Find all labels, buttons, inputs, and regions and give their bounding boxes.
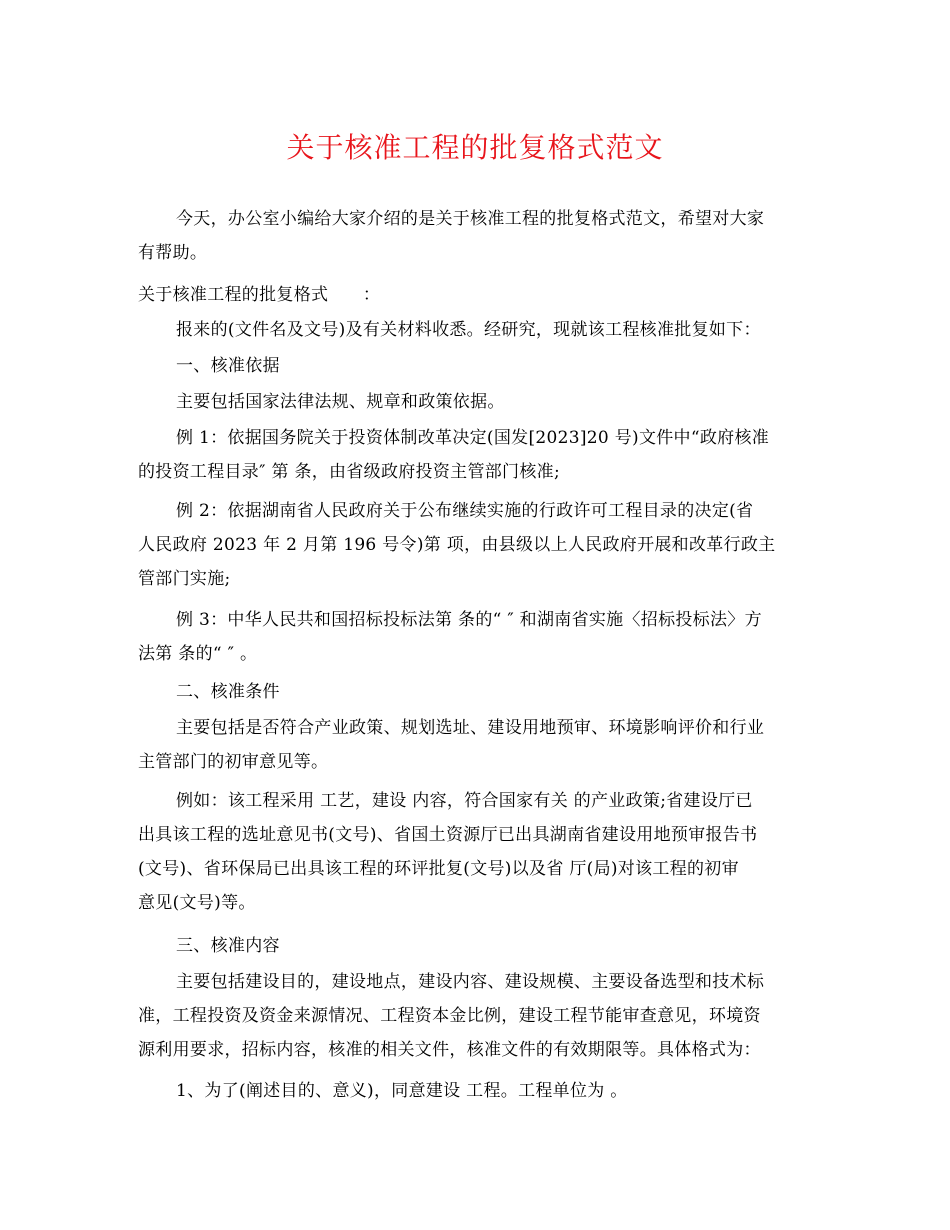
paragraph-example-1 [138, 421, 818, 489]
paragraph-example-3 [138, 603, 818, 671]
section-heading-content [138, 929, 818, 963]
paragraph-conditions-example [138, 784, 818, 920]
paragraph-example-2 [138, 494, 818, 596]
text-line: 的投资工程目录″ 第 条，由省级政府投资主管部门核准; [138, 462, 560, 482]
text-line: 出具该工程的选址意见书(文号)、省国土资源厅已出具湖南省建设用地预审报告书 [138, 825, 758, 845]
section-heading-conditions [138, 675, 818, 709]
text-line: 报来的(文件名及文号)及有关材料收悉。经研究，现就该工程核准批复如下： [176, 320, 761, 340]
text-line: 管部门实施; [138, 569, 231, 589]
text-line: 今天，办公室小编给大家介绍的是关于核准工程的批复格式范文，希望对大家 [176, 209, 765, 229]
text-line: 源利用要求，招标内容，核准的相关文件，核准文件的有效期限等。具体格式为： [138, 1040, 761, 1060]
text-line: 人民政府 2023 年 2 月第 196 号令)第 项，由县级以上人民政府开展和改革行政主 [138, 535, 776, 555]
text-line: 主管部门的初审意见等。 [138, 752, 329, 772]
text-line: 一、核准依据 [176, 356, 280, 376]
text-line: 三、核准内容 [176, 936, 280, 956]
paragraph-item-1 [138, 1074, 818, 1108]
text-line: 主要包括是否符合产业政策、规划选址、建设用地预审、环境影响评价和行业 [176, 718, 765, 738]
text-line: 意见(文号)等。 [138, 893, 256, 913]
text-line: 例 3：中华人民共和国招标投标法第 条的“ ″ 和湖南省实施〈招标投标法〉方 [176, 610, 762, 630]
text-line: 关于核准工程的批复格式 ： [138, 285, 381, 305]
paragraph-basis-desc [138, 385, 818, 419]
paragraph-intro [138, 202, 818, 270]
text-line: 法第 条的“ ″ 。 [138, 644, 258, 664]
text-line: 准，工程投资及资金来源情况、工程资本金比例，建设工程节能审查意见，环境资 [138, 1006, 761, 1026]
text-line: (文号)、省环保局已出具该工程的环评批复(文号)以及省 厅(局)对该工程的初审 [138, 859, 739, 879]
text-line: 例 1：依据国务院关于投资体制改革决定(国发[2023]20 号)文件中“政府核准 [176, 428, 770, 448]
paragraph-received [138, 313, 818, 347]
paragraph-format-heading [138, 278, 818, 312]
text-line: 例如：该工程采用 工艺，建设 内容，符合国家有关 的产业政策;省建设厅已 [176, 791, 753, 811]
text-line: 主要包括建设目的，建设地点，建设内容、建设规模、主要设备选型和技术标 [176, 972, 765, 992]
paragraph-content-desc [138, 965, 818, 1067]
text-line: 有帮助。 [138, 243, 208, 263]
text-line: 二、核准条件 [176, 682, 280, 702]
text-line: 例 2：依据湖南省人民政府关于公布继续实施的行政许可工程目录的决定(省 [176, 501, 754, 521]
paragraph-conditions-desc [138, 711, 818, 779]
section-heading-basis [138, 349, 818, 383]
text-line: 1、为了(阐述目的、意义)，同意建设 工程。工程单位为 。 [176, 1081, 628, 1101]
document-title: 关于核准工程的批复格式范文 [286, 131, 664, 164]
text-line: 主要包括国家法律法规、规章和政策依据。 [176, 392, 505, 412]
